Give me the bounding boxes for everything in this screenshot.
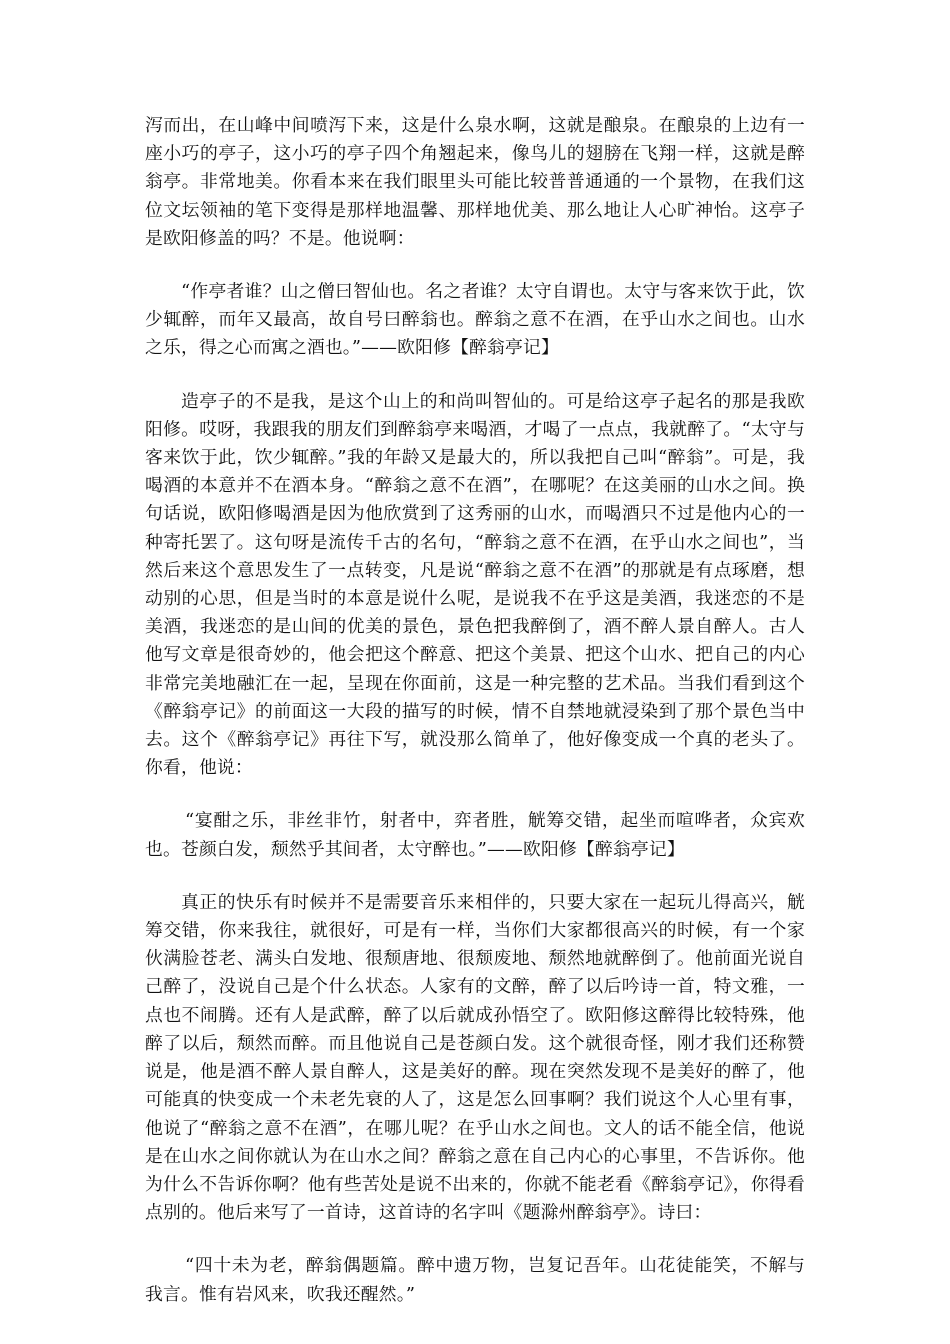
quote-paragraph: “宴酣之乐，非丝非竹，射者中，弈者胜，觥筹交错，起坐而喧哗者，众宾欢也。苍颜白发，颓然乎其间者，太守醉也。”——欧阳修【醉翁亭记】: [145, 810, 805, 860]
quote-paragraph: “四十未为老，醉翁偶题篇。醉中遗万物，岂复记吾年。山花徒能笑，不解与我言。惟有岩风来，吹我还醒然。”: [145, 1255, 805, 1305]
quote-paragraph: “作亭者谁？山之僧曰智仙也。名之者谁？太守自谓也。太守与客来饮于此，饮少辄醉，而年又最高，故自号曰醉翁也。醉翁之意不在酒，在乎山水之间也。山水之乐，得之心而寓之酒也。”——欧阳修【醉翁亭记】: [145, 281, 805, 359]
document-page: [145, 112, 805, 1309]
body-paragraph: 造亭子的不是我，是这个山上的和尚叫智仙的。可是给这亭子起名的那是我欧阳修。哎呀，我跟我的朋友们到醉翁亭来喝酒，才喝了一点点，我就醉了。“太守与客来饮于此，饮少辄醉。”我的年龄又是最大的，所以我把自己叫“醉翁”。可是，我喝酒的本意并不在酒本身。“醉翁之意不在酒”，在哪呢？在这美丽的山水之间。换句话说，欧阳修喝酒是因为他欣赏到了这秀丽的山水，而喝酒只不过是他内心的一种寄托罢了。这句呀是流传千古的名句，“醉翁之意不在酒，在乎山水之间也”，当然后来这个意思发生了一点转变，凡是说“醉翁之意不在酒”的那就是有点琢磨，想动别的心思，但是当时的本意是说什么呢，是说我不在乎这是美酒，我迷恋的不是美酒，我迷恋的是山间的优美的景色，景色把我醉倒了，酒不醉人景自醉人。古人他写文章是很奇妙的，他会把这个醉意、把这个美景、把这个山水、把自己的内心非常完美地融汇在一起，呈现在你面前，这是一种完整的艺术品。当我们看到这个《醉翁亭记》的前面这一大段的描写的时候，情不自禁地就浸染到了那个景色当中去。这个《醉翁亭记》再往下写，就没那么简单了，他好像变成一个真的老头了。你看，他说：: [145, 390, 805, 779]
body-paragraph: 真正的快乐有时候并不是需要音乐来相伴的，只要大家在一起玩儿得高兴，觥筹交错，你来我往，就很好，可是有一样，当你们大家都很高兴的时候，有一个家伙满脸苍老、满头白发地、很颓唐地、很颓废地、颓然地就醉倒了。他前面光说自己醉了，没说自己是个什么状态。人家有的文醉，醉了以后吟诗一首，特文雅，一点也不闹腾。还有人是武醉，醉了以后就成孙悟空了。欧阳修这醉得比较特殊，他醉了以后，颓然而醉。而且他说自己是苍颜白发。这个就很奇怪，刚才我们还称赞说是，他是酒不醉人景自醉人，这是美好的醉。现在突然发现不是美好的醉了，他可能真的快变成一个未老先衰的人了，这是怎么回事啊？我们说这个人心里有事，他说了“醉翁之意不在酒”，在哪儿呢？在乎山水之间也。文人的话不能全信，他说是在山水之间你就认为在山水之间？醉翁之意在自己内心的心事里，不告诉你。他为什么不告诉你啊？他有些苦处是说不出来的，你就不能老看《醉翁亭记》，你得看点别的。他后来写了一首诗，这首诗的名字叫《题滁州醉翁亭》。诗曰：: [145, 891, 805, 1224]
paragraph-gap: [145, 864, 805, 889]
body-paragraph: 泻而出，在山峰中间喷泻下来，这是什么泉水啊，这就是酿泉。在酿泉的上边有一座小巧的亭子，这小巧的亭子四个角翘起来，像鸟儿的翅膀在飞翔一样，这就是醉翁亭。非常地美。你看本来在我们眼里头可能比较普普通通的一个景物，在我们这位文坛领袖的笔下变得是那样地温馨、那样地优美、那么地让人心旷神怡。这亭子是欧阳修盖的吗？不是。他说啊：: [145, 115, 805, 249]
paragraph-gap: [145, 253, 805, 278]
paragraph-gap: [145, 1227, 805, 1252]
paragraph-gap: [145, 782, 805, 807]
paragraph-gap: [145, 363, 805, 388]
